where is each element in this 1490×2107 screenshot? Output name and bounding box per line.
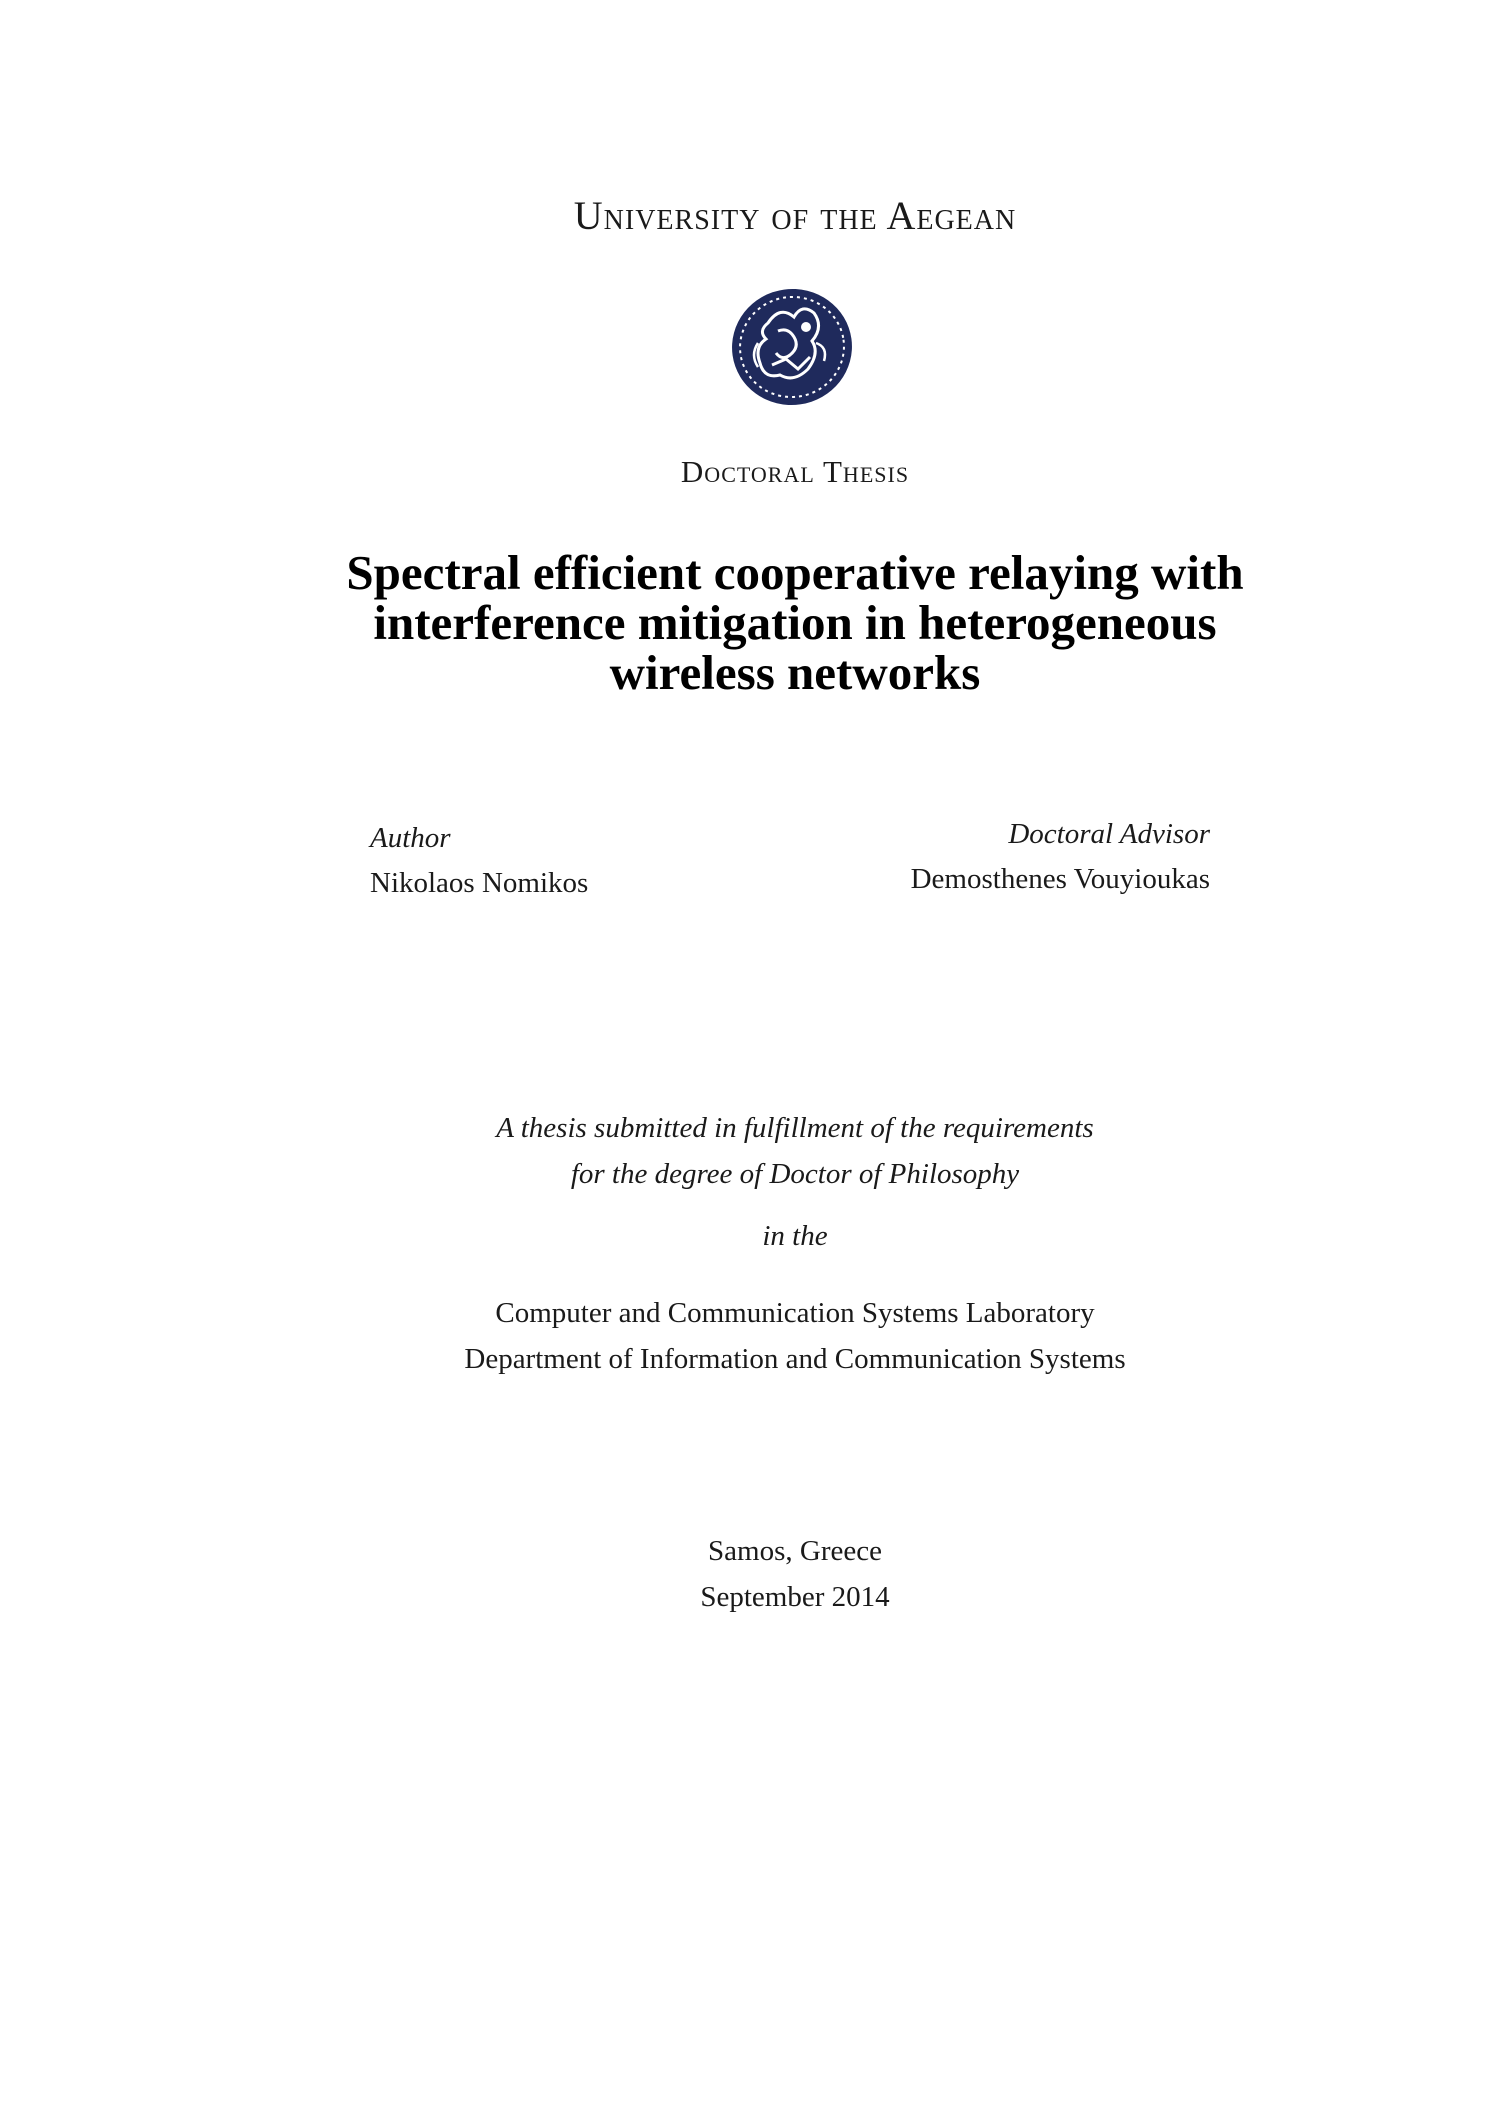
thesis-title-line: Spectral efficient cooperative relaying with: [346, 545, 1244, 600]
laboratory-department: [0, 1290, 1490, 1382]
laboratory-name: Computer and Communication Systems Laboratory: [495, 1297, 1095, 1329]
advisor-label: Doctoral Advisor: [1008, 818, 1210, 850]
author-label: Author: [370, 822, 451, 854]
submission-statement: [0, 1105, 1490, 1197]
thesis-type: Doctoral Thesis: [680, 454, 910, 489]
university-seal-icon: [728, 283, 856, 411]
submission-line: for the degree of Doctor of Philosophy: [570, 1158, 1020, 1190]
department-name: Department of Information and Communication Systems: [464, 1343, 1126, 1375]
place: Samos, Greece: [708, 1535, 882, 1567]
submission-line: A thesis submitted in fulfillment of the requirements: [496, 1112, 1094, 1144]
in-the-text: in the: [762, 1220, 828, 1252]
advisor-name: Demosthenes Vouyioukas: [910, 863, 1210, 895]
author-name: Nikolaos Nomikos: [370, 867, 589, 899]
date: September 2014: [700, 1581, 890, 1613]
thesis-title: [0, 545, 1490, 700]
university-name: University of the Aegean: [573, 193, 1017, 238]
thesis-title-line: wireless networks: [609, 645, 981, 700]
place-date: [0, 1528, 1490, 1620]
thesis-title-line: interference mitigation in heterogeneous: [373, 595, 1217, 650]
